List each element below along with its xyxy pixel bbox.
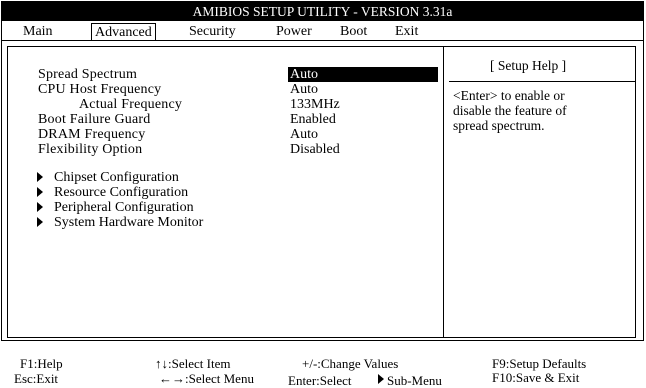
footer-exit: Esc:Exit <box>14 371 59 386</box>
setting-label-spread-spectrum[interactable]: Spread Spectrum <box>38 67 138 82</box>
help-text-line-3: spread spectrum. <box>453 118 545 133</box>
help-title: [ Setup Help ] <box>490 58 567 73</box>
setting-value-actual-frequency: 133MHz <box>290 97 340 112</box>
setting-value-spread-spectrum[interactable]: Auto <box>290 67 318 82</box>
window-title: AMIBIOS SETUP UTILITY - VERSION 3.31a <box>192 4 453 19</box>
submenu-chipset-configuration[interactable]: Chipset Configuration <box>54 170 179 185</box>
tab-main[interactable]: Main <box>23 24 53 39</box>
footer-enter-select: Enter:Select <box>288 373 352 388</box>
submenu-arrow-icon <box>37 202 43 212</box>
footer-select-menu: ←→:Select Menu <box>159 371 254 386</box>
setting-label-boot-failure-guard[interactable]: Boot Failure Guard <box>38 112 151 127</box>
footer-select-item: ↑↓:Select Item <box>155 356 231 371</box>
help-text-line-1: <Enter> to enable or <box>453 88 565 103</box>
setting-label-cpu-host-frequency[interactable]: CPU Host Frequency <box>38 82 162 97</box>
submenu-arrow-icon <box>37 187 43 197</box>
menu-bar <box>2 21 643 41</box>
menu-divider <box>2 40 643 41</box>
submenu-resource-configuration[interactable]: Resource Configuration <box>54 185 189 200</box>
submenu-system-hardware-monitor[interactable]: System Hardware Monitor <box>54 215 204 230</box>
help-text-line-2: disable the feature of <box>453 103 567 118</box>
submenu-arrow-icon <box>37 172 43 182</box>
setting-value-flexibility-option[interactable]: Disabled <box>290 142 340 157</box>
setting-value-dram-frequency[interactable]: Auto <box>290 127 318 142</box>
footer-sub-menu: Sub-Menu <box>387 373 442 388</box>
submenu-peripheral-configuration[interactable]: Peripheral Configuration <box>54 200 194 215</box>
setting-label-flexibility-option[interactable]: Flexibility Option <box>38 142 143 157</box>
footer-help: F1:Help <box>20 356 63 371</box>
tab-advanced[interactable]: Advanced <box>91 23 156 41</box>
footer-save-exit: F10:Save & Exit <box>492 370 580 385</box>
tab-boot[interactable]: Boot <box>340 24 368 39</box>
setting-value-boot-failure-guard[interactable]: Enabled <box>290 112 336 127</box>
setting-value-cpu-host-frequency[interactable]: Auto <box>290 82 318 97</box>
setting-label-actual-frequency: Actual Frequency <box>79 97 183 112</box>
title-bar <box>2 2 643 21</box>
footer-submenu-arrow-icon <box>378 374 384 384</box>
tab-security[interactable]: Security <box>189 24 236 39</box>
footer-setup-defaults: F9:Setup Defaults <box>492 356 587 371</box>
tab-exit[interactable]: Exit <box>395 24 419 39</box>
footer-change-values: +/-:Change Values <box>302 356 399 371</box>
submenu-arrow-icon <box>37 217 43 227</box>
tab-power[interactable]: Power <box>276 24 312 39</box>
setting-label-dram-frequency[interactable]: DRAM Frequency <box>38 127 146 142</box>
help-divider <box>449 81 635 82</box>
